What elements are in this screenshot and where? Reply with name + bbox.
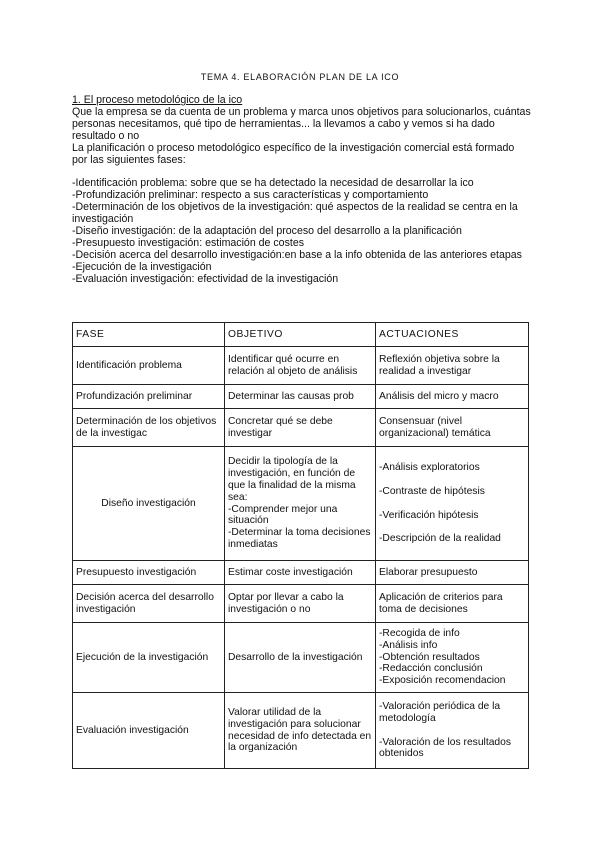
cell-fase: Diseño investigación — [73, 447, 225, 561]
document-title: TEMA 4. ELABORACIÓN PLAN DE LA ICO — [200, 72, 400, 82]
section-heading: 1. El proceso metodológico de la ico — [72, 94, 243, 106]
cell-fase: Evaluación investigación — [73, 693, 225, 769]
cell-fase: Profundización preliminar — [73, 385, 225, 409]
cell-objetivo: Valorar utilidad de la investigación para solucionar necesidad de info detectada en la organización — [225, 693, 376, 769]
phase-list-item: -Ejecución de la investigación — [72, 260, 212, 273]
phases-list — [72, 178, 532, 285]
phase-list-item: -Evaluación investigación: efectividad de la investigación — [72, 272, 339, 285]
cell-actuaciones: Reflexión objetiva sobre la realidad a investigar — [376, 347, 529, 385]
document-body — [72, 95, 532, 286]
cell-actuaciones — [376, 447, 529, 561]
table-row — [73, 561, 529, 585]
actuacion-item: -Contraste de hipótesis — [379, 485, 485, 497]
cell-actuaciones: Aplicación de criterios para toma de decisiones — [376, 585, 529, 623]
cell-objetivo: Decidir la tipología de la investigación, en función de que la finalidad de la misma sea: -Comprender mejor una situación -Determinar la toma decisiones inmediatas — [225, 447, 376, 561]
header-objetivo: OBJETIVO — [225, 323, 376, 347]
cell-fase: Identificación problema — [73, 347, 225, 385]
cell-actuaciones: Elaborar presupuesto — [376, 561, 529, 585]
phases-table — [72, 322, 529, 769]
cell-objetivo: Desarrollo de la investigación — [225, 623, 376, 693]
cell-objetivo: Estimar coste investigación — [225, 561, 376, 585]
cell-fase: Determinación de los objetivos de la investigac — [73, 409, 225, 447]
cell-fase: Ejecución de la investigación — [73, 623, 225, 693]
phase-list-item: -Diseño investigación: de la adaptación del proceso del desarrollo a la planificación — [72, 225, 462, 238]
cell-fase: Decisión acerca del desarrollo investigación — [73, 585, 225, 623]
phase-list-item: -Decisión acerca del desarrollo investigación:en base a la info obtenida de las anteriores etapas — [72, 248, 522, 261]
cell-actuaciones — [376, 693, 529, 769]
table-row — [73, 585, 529, 623]
table-row — [73, 693, 529, 769]
table-row — [73, 623, 529, 693]
actuacion-item: -Verificación hipótesis — [379, 509, 479, 521]
phase-list-item: -Determinación de los objetivos de la investigación: qué aspectos de la realidad se centra en la investigación — [72, 201, 518, 226]
cell-objetivo: Determinar las causas prob — [225, 385, 376, 409]
table-row — [73, 347, 529, 385]
cell-objetivo: Identificar qué ocurre en relación al objeto de análisis — [225, 347, 376, 385]
phase-list-item: -Profundización preliminar: respecto a sus características y comportamiento — [72, 189, 429, 202]
actuacion-item: -Valoración de los resultados obtenidos — [379, 736, 512, 760]
intro-paragraph-1: Que la empresa se da cuenta de un problema y marca unos objetivos para solucionarlos, cuántas personas necesitamos, qué tipo de herramientas... la llevamos a cabo y vemos si ha dado resultado o no — [72, 105, 531, 142]
table-row — [73, 385, 529, 409]
actuacion-item: -Descripción de la realidad — [379, 533, 501, 545]
header-fase: FASE — [73, 323, 225, 347]
cell-actuaciones: -Recogida de info -Análisis info -Obtención resultados -Redacción conclusión -Exposición recomendacion — [376, 623, 529, 693]
table-header-row — [73, 323, 529, 347]
actuacion-item: -Valoración periódica de la metodología — [379, 700, 501, 724]
cell-objetivo: Optar por llevar a cabo la investigación o no — [225, 585, 376, 623]
phase-list-item: -Presupuesto investigación: estimación de costes — [72, 236, 305, 249]
cell-fase: Presupuesto investigación — [73, 561, 225, 585]
header-actuaciones: ACTUACIONES — [376, 323, 529, 347]
cell-objetivo: Concretar qué se debe investigar — [225, 409, 376, 447]
intro-paragraph-2: La planificación o proceso metodológico específico de la investigación comercial está formado por las siguientes fases: — [72, 141, 515, 166]
actuacion-item: -Análisis exploratorios — [379, 461, 480, 473]
cell-actuaciones: Consensuar (nivel organizacional) temática — [376, 409, 529, 447]
phase-list-item: -Identificación problema: sobre que se ha detectado la necesidad de desarrollar la ico — [72, 177, 474, 190]
table-row — [73, 409, 529, 447]
cell-actuaciones: Análisis del micro y macro — [376, 385, 529, 409]
table-row — [73, 447, 529, 561]
